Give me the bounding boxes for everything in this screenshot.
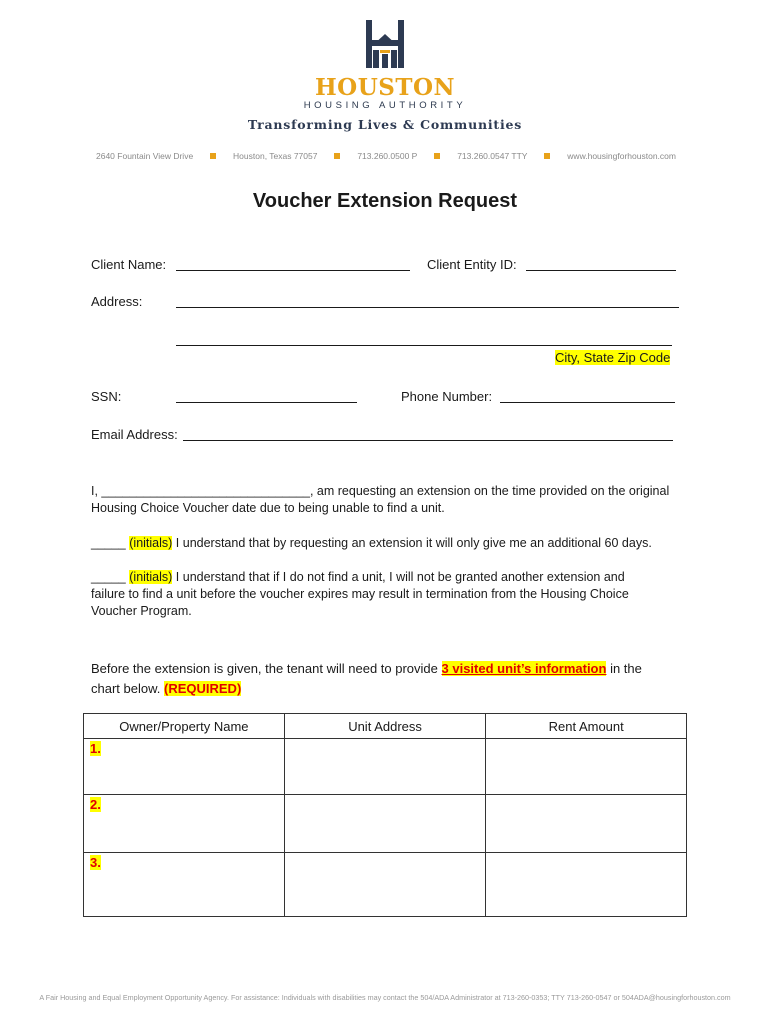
- requirement-prefix: Before the extension is given, the tenant will need to provide: [91, 661, 438, 676]
- request-line-2: Housing Choice Voucher date due to being unable to find a unit.: [91, 501, 445, 515]
- row-number: 2.: [90, 797, 101, 812]
- contact-tty: 713.260.0547 TTY: [457, 151, 528, 161]
- page-title: Voucher Extension Request: [252, 190, 518, 212]
- column-header-address: Unit Address: [284, 714, 486, 739]
- required-badge: (REQUIRED): [164, 681, 242, 696]
- address-line-2-field[interactable]: [176, 345, 672, 346]
- table-row: [84, 795, 687, 853]
- ssn-label: SSN:: [91, 389, 122, 404]
- requirement-statement: [91, 659, 691, 699]
- client-entity-field[interactable]: [526, 270, 676, 271]
- contact-row: [96, 150, 676, 162]
- ack-2-line-1: I understand that if I do not find a unit, I will not be granted another extension and: [175, 570, 625, 584]
- rent-cell[interactable]: [486, 739, 687, 795]
- client-name-label: Client Name:: [91, 257, 167, 272]
- row-number: 1.: [90, 741, 101, 756]
- initials-label: (initials): [129, 536, 173, 550]
- bullet-square-icon: [544, 153, 550, 159]
- owner-cell[interactable]: [84, 853, 285, 917]
- contact-city: Houston, Texas 77057: [233, 151, 318, 161]
- table-row: [84, 853, 687, 917]
- owner-cell[interactable]: [84, 739, 285, 795]
- email-label: Email Address:: [91, 427, 178, 442]
- acknowledgement-2: [91, 569, 691, 620]
- bullet-square-icon: [334, 153, 340, 159]
- contact-website: www.housingforhouston.com: [567, 151, 676, 161]
- chart-below-text: chart below.: [91, 681, 161, 696]
- phone-field[interactable]: [500, 402, 675, 403]
- address-label: Address:: [91, 294, 143, 309]
- owner-cell[interactable]: [84, 795, 285, 853]
- acknowledgement-1: [91, 535, 691, 552]
- table-header-row: [84, 714, 687, 739]
- email-field[interactable]: [183, 440, 673, 441]
- address-line-1-field[interactable]: [176, 307, 679, 308]
- address-cell[interactable]: [284, 739, 486, 795]
- address-cell[interactable]: [284, 853, 486, 917]
- rent-cell[interactable]: [486, 853, 687, 917]
- ack-2-line-2: failure to find a unit before the voucher expires may result in termination from the Housing Choice: [91, 587, 629, 601]
- request-line-1: I, ______________________________, am requesting an extension on the time provided on the original: [91, 484, 670, 498]
- units-table: [83, 713, 687, 917]
- table-row: [84, 739, 687, 795]
- requirement-highlight: 3 visited unit’s information: [441, 661, 607, 676]
- initials-blank[interactable]: _____: [91, 570, 126, 584]
- column-header-rent: Rent Amount: [486, 714, 687, 739]
- requirement-suffix: in the: [610, 661, 642, 676]
- contact-address: 2640 Fountain View Drive: [96, 151, 194, 161]
- column-header-owner: Owner/Property Name: [84, 714, 285, 739]
- row-number: 3.: [90, 855, 101, 870]
- bullet-square-icon: [210, 153, 216, 159]
- ack-1-text: I understand that by requesting an extension it will only give me an additional 60 days.: [175, 536, 652, 550]
- contact-phone: 713.260.0500 P: [357, 151, 418, 161]
- house-building-logo-icon: [364, 20, 406, 68]
- phone-label: Phone Number:: [401, 389, 493, 404]
- client-name-field[interactable]: [176, 270, 410, 271]
- city-state-zip-label: City, State Zip Code: [555, 350, 671, 365]
- footer-notice: A Fair Housing and Equal Employment Opportunity Agency. For assistance: Individuals with disabilities may contact the 504/ADA Administrator at 713-260-0353; TTY 713-260-0547 or 504ADA@housingforhouston.com: [39, 993, 731, 1002]
- address-cell[interactable]: [284, 795, 486, 853]
- ack-2-line-3: Voucher Program.: [91, 604, 192, 618]
- bullet-square-icon: [434, 153, 440, 159]
- ssn-field[interactable]: [176, 402, 357, 403]
- initials-label: (initials): [129, 570, 173, 584]
- client-entity-label: Client Entity ID:: [427, 257, 517, 272]
- org-subtitle: HOUSING AUTHORITY: [303, 100, 467, 111]
- initials-blank[interactable]: _____: [91, 536, 126, 550]
- tagline: Transforming Lives & Communities: [247, 117, 523, 132]
- request-statement: [91, 483, 691, 517]
- rent-cell[interactable]: [486, 795, 687, 853]
- org-name: HOUSTON: [314, 74, 456, 101]
